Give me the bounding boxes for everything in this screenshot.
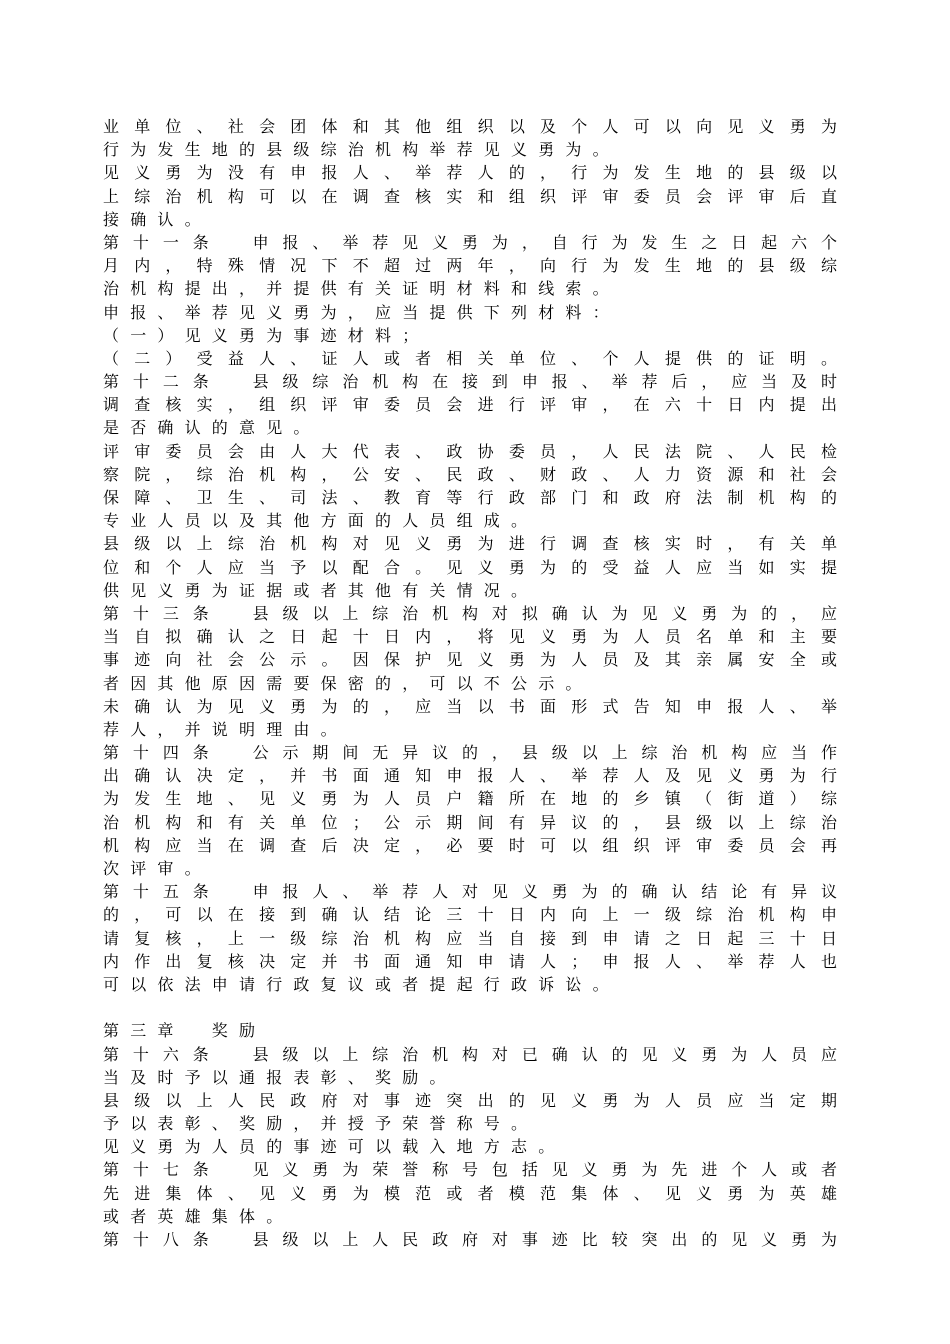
text-line: 可以依法申请行政复议或者提起行政诉讼。 [103,974,620,994]
text-line: 上综治机构可以在调查核实和组织评审委员会评审后直 [103,186,837,206]
text-line: 保障、卫生、司法、教育等行政部门和政府法制机构的 [103,488,837,507]
text-line: 第十四条 公示期间无异议的，县级以上综治机构应当作 [103,743,837,763]
text-line: 内作出复核决定并书面通知申请人；申报人、举荐人也 [103,951,837,971]
text-line: 事迹向社会公示。因保护见义勇为人员及其亲属安全或 [103,650,837,670]
text-line: 第十七条 见义勇为荣誉称号包括见义勇为先进个人或者 [103,1160,837,1180]
text-line: 是否确认的意见。 [103,418,321,438]
text-line: 县级以上人民政府对事迹突出的见义勇为人员应当定期 [103,1090,837,1110]
text-line: 未确认为见义勇为的，应当以书面形式告知申报人、举 [103,696,837,716]
text-line: 第十二条 县级综治机构在接到申报、举荐后，应当及时 [103,372,837,392]
text-line: 供见义勇为证据或者其他有关情况。 [103,580,539,600]
text-line: 月内，特殊情况下不超过两年，向行为发生地的县级综 [103,256,837,276]
text-line: 次评审。 [103,859,212,878]
text-line: 出确认决定，并书面通知申报人、举荐人及见义勇为行 [103,766,837,786]
blank-line [103,996,837,1019]
text-line: 治机构和有关单位；公示期间有异议的，县级以上综治 [103,812,837,832]
text-line: 业单位、社会团体和其他组织以及个人可以向见义勇为 [103,117,837,136]
text-line: 为发生地、见义勇为人员户籍所在地的乡镇（街道）综 [103,789,837,809]
text-line: 第十八条 县级以上人民政府对事迹比较突出的见义勇为 [103,1230,837,1249]
text-line: 申报、举荐见义勇为，应当提供下列材料： [103,302,620,322]
text-line: 的，可以在接到确认结论三十日内向上一级综治机构申 [103,905,837,925]
text-line: 先进集体、见义勇为模范或者模范集体、见义勇为英雄 [103,1183,837,1203]
text-line: 当及时予以通报表彰、奖励。 [103,1067,457,1087]
text-line: （二）受益人、证人或者相关单位、个人提供的证明。 [103,348,837,368]
text-line: 第十三条 县级以上综治机构对拟确认为见义勇为的，应 [103,603,837,623]
text-line: 行为发生地的县级综治机构举荐见义勇为。 [103,140,620,160]
text-line: 第三章 奖励 [103,1021,267,1041]
text-line: 见义勇为没有申报人、举荐人的，行为发生地的县级以 [103,163,837,183]
text-line: 见义勇为人员的事迹可以载入地方志。 [103,1137,566,1157]
text-line: 调查核实，组织评审委员会进行评审，在六十日内提出 [103,395,837,415]
text-line: 第十五条 申报人、举荐人对见义勇为的确认结论有异议 [103,882,837,902]
text-line: 当自拟确认之日起十日内，将见义勇为人员名单和主要 [103,627,837,647]
text-line: 专业人员以及其他方面的人员组成。 [103,511,539,531]
text-line: 接确认。 [103,209,212,229]
text-line: 评审委员会由人大代表、政协委员，人民法院、人民检 [103,441,837,461]
text-line: （一）见义勇为事迹材料； [103,325,430,345]
text-line: 县级以上综治机构对见义勇为进行调查核实时，有关单 [103,534,837,554]
text-line: 予以表彰、奖励，并授予荣誉称号。 [103,1114,539,1134]
text-line: 第十六条 县级以上综治机构对已确认的见义勇为人员应 [103,1044,837,1064]
document-page [103,115,837,1251]
text-line: 者因其他原因需要保密的，可以不公示。 [103,673,593,693]
text-line: 治机构提出，并提供有关证明材料和线索。 [103,279,620,299]
text-line: 位和个人应当予以配合。见义勇为的受益人应当如实提 [103,557,837,577]
text-line: 或者英雄集体。 [103,1206,294,1226]
text-line: 第十一条 申报、举荐见义勇为，自行为发生之日起六个 [103,232,837,252]
text-line: 察院，综治机构，公安、民政、财政、人力资源和社会 [103,464,837,484]
text-line: 机构应当在调查后决定，必要时可以组织评审委员会再 [103,835,837,855]
text-line: 请复核，上一级综治机构应当自接到申请之日起三十日 [103,928,837,948]
text-line: 荐人，并说明理由。 [103,719,348,739]
